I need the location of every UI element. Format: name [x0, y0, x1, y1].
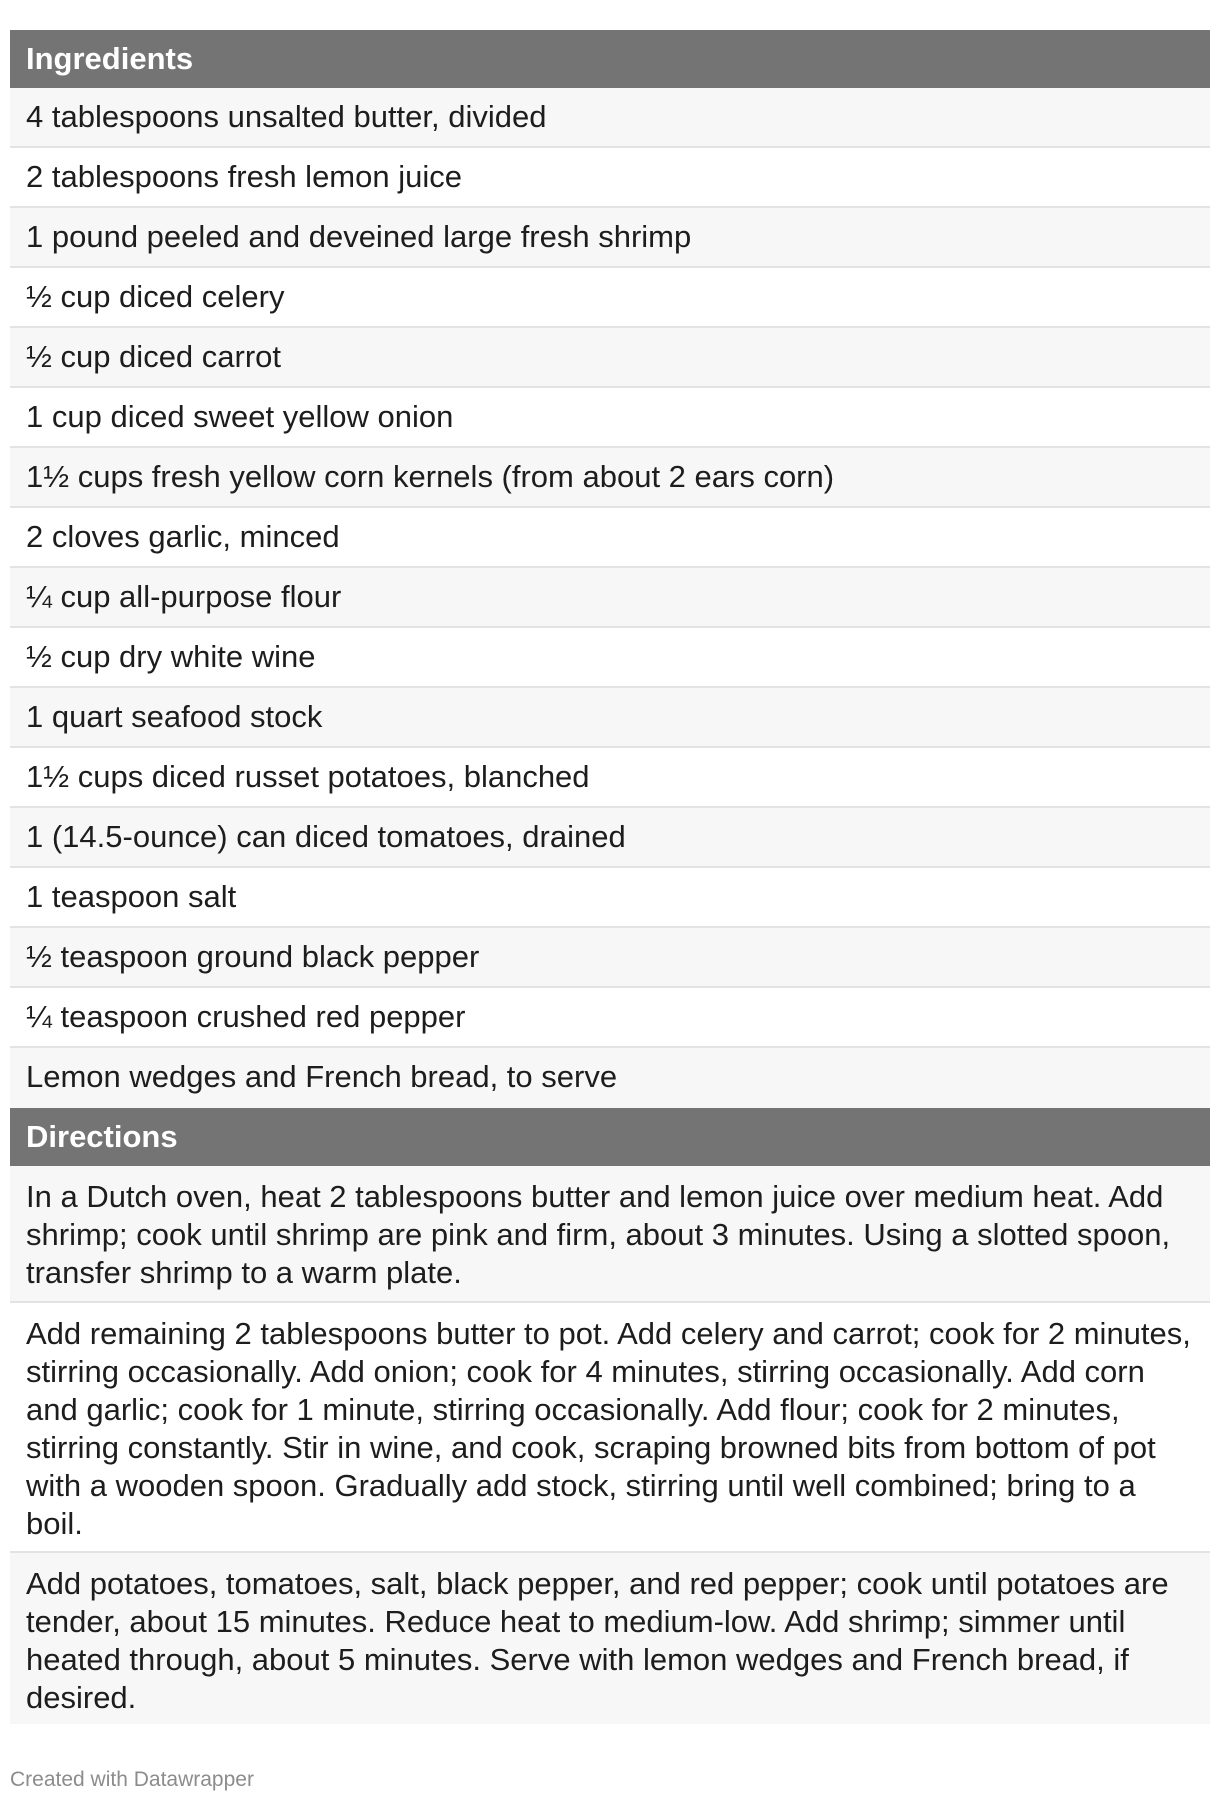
- direction-step: Add remaining 2 tablespoons butter to pot. Add celery and carrot; cook for 2 minutes, stirring occasionally. Add onion; cook for 4 minutes, stirring occasionally. Add corn and garlic; cook for 1 minute, stirring occasionally. Add flour; cook for 2 minutes, stirring constantly. Stir in wine, and cook, scraping browned bits from bottom of pot with a wooden spoon. Gradually add stock, stirring until well combined; bring to a boil.: [10, 1303, 1210, 1553]
- ingredient-row: 1½ cups fresh yellow corn kernels (from about 2 ears corn): [10, 448, 1210, 508]
- ingredient-row: 2 cloves garlic, minced: [10, 508, 1210, 568]
- ingredient-row: ¼ teaspoon crushed red pepper: [10, 988, 1210, 1048]
- ingredient-row: 1 teaspoon salt: [10, 868, 1210, 928]
- ingredient-row: ½ cup diced carrot: [10, 328, 1210, 388]
- ingredient-row: ½ cup diced celery: [10, 268, 1210, 328]
- ingredient-row: Lemon wedges and French bread, to serve: [10, 1048, 1210, 1108]
- ingredient-row: 1 quart seafood stock: [10, 688, 1210, 748]
- ingredient-row: 1½ cups diced russet potatoes, blanched: [10, 748, 1210, 808]
- ingredient-row: ¼ cup all-purpose flour: [10, 568, 1210, 628]
- ingredient-row: ½ teaspoon ground black pepper: [10, 928, 1210, 988]
- ingredient-row: 1 pound peeled and deveined large fresh shrimp: [10, 208, 1210, 268]
- ingredient-row: 1 (14.5-ounce) can diced tomatoes, drained: [10, 808, 1210, 868]
- ingredient-row: 2 tablespoons fresh lemon juice: [10, 148, 1210, 208]
- ingredient-row: 1 cup diced sweet yellow onion: [10, 388, 1210, 448]
- direction-step: In a Dutch oven, heat 2 tablespoons butter and lemon juice over medium heat. Add shrimp; cook until shrimp are pink and firm, about 3 minutes. Using a slotted spoon, transfer shrimp to a warm plate.: [10, 1166, 1210, 1303]
- datawrapper-credit[interactable]: Created with Datawrapper: [10, 1768, 254, 1791]
- direction-step: Add potatoes, tomatoes, salt, black pepper, and red pepper; cook until potatoes are tender, about 15 minutes. Reduce heat to medium-low. Add shrimp; simmer until heated through, about 5 minutes. Serve with lemon wedges and French bread, if desired.: [10, 1553, 1210, 1724]
- directions-header: Directions: [10, 1108, 1210, 1166]
- ingredient-row: 4 tablespoons unsalted butter, divided: [10, 88, 1210, 148]
- recipe-table: [10, 30, 1210, 1724]
- ingredient-row: ½ cup dry white wine: [10, 628, 1210, 688]
- ingredients-header: Ingredients: [10, 30, 1210, 88]
